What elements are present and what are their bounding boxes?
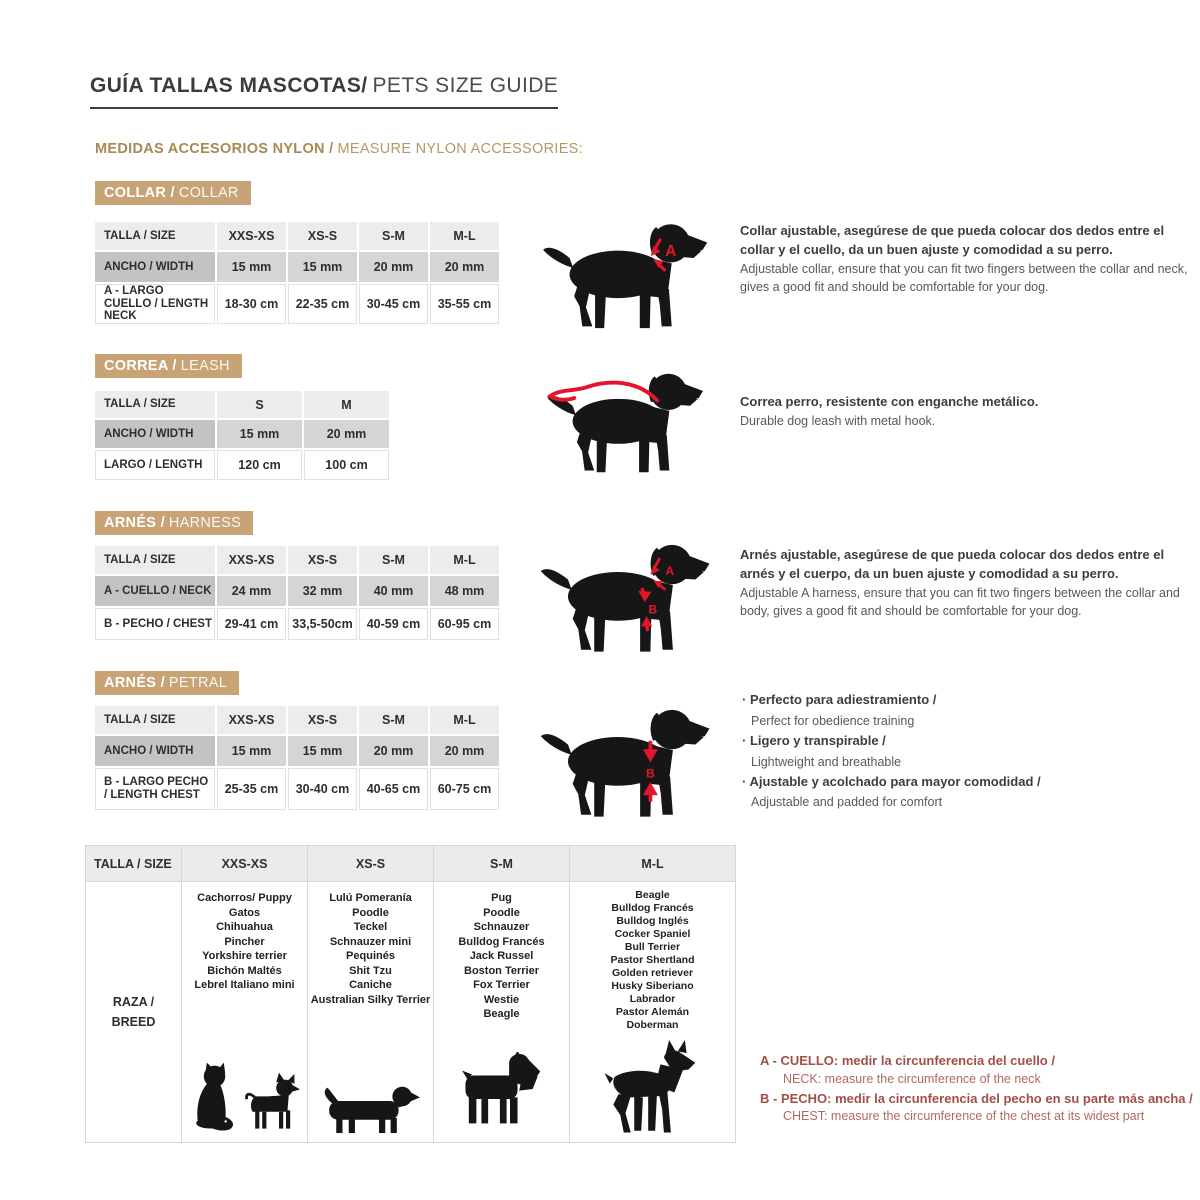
silhouette-row: [602, 1040, 704, 1136]
leash-desc-es: Correa perro, resistente con enganche metálico.: [740, 394, 1039, 409]
breed-item: Teckel: [353, 921, 388, 933]
petral-size-table: [95, 706, 499, 810]
breed-item: Pequinés: [346, 950, 395, 962]
petral-badge-es: ARNÉS /: [104, 675, 165, 691]
note-es: B - PECHO: medir la circunferencia del pecho en su parte más ancha /: [760, 1090, 1193, 1106]
petral-badge-en: PETRAL: [168, 675, 228, 691]
note-item: [760, 1091, 1200, 1124]
leash-desc-en: Durable dog leash with metal hook.: [740, 413, 936, 428]
size-value-cell: 29-41 cm: [217, 608, 286, 640]
size-value-cell: 20 mm: [304, 420, 389, 448]
collar-desc-es: Collar ajustable, asegúrese de que pueda colocar dos dedos entre el collar y el cuello, da un buen ajuste y comodidad a su perro.: [740, 223, 1165, 257]
harness-desc-es: Arnés ajustable, asegúrese de que pueda colocar dos dedos entre el arnés y el cuerpo, da un buen ajuste y comodidad a su perro.: [740, 547, 1165, 581]
breed-list: [570, 882, 735, 1032]
collar-description: [740, 222, 1188, 296]
petral-feature-list: [742, 690, 1190, 812]
page-title: [90, 74, 558, 109]
size-value-cell: 40-65 cm: [359, 768, 428, 810]
page-title-en: PETS SIZE GUIDE: [372, 74, 559, 97]
size-value-cell: 18-30 cm: [217, 284, 286, 324]
note-en: CHEST: measure the circumference of the chest at its widest part: [783, 1109, 1145, 1124]
table-header-cell: XS-S: [308, 846, 433, 881]
size-value-cell: 15 mm: [288, 252, 357, 282]
leash-size-table: [95, 391, 389, 480]
breed-item: Beagle: [483, 1008, 520, 1020]
breed-item: Poodle: [352, 906, 389, 919]
page-subtitle-en: MEASURE NYLON ACCESSORIES:: [337, 141, 583, 157]
breed-item: Jack Russel: [469, 950, 534, 962]
table-header-cell: XXS-XS: [217, 706, 286, 734]
breed-list: [182, 882, 307, 993]
leash-section-badge: [95, 354, 242, 378]
breed-item: Poodle: [483, 906, 520, 919]
feature-en: Lightweight and breathable: [751, 754, 902, 769]
breed-item: Lebrel Italiano mini: [194, 979, 295, 991]
breed-label-en: BREED: [111, 1015, 156, 1029]
measure-b-label: B: [648, 602, 658, 617]
harness-section-badge: [95, 511, 253, 535]
collar-section-badge: [95, 181, 251, 205]
measure-a-label: A: [665, 563, 675, 578]
leash-description: [740, 393, 1188, 430]
table-header-cell: TALLA / SIZE: [95, 222, 215, 250]
table-header-cell: XXS-XS: [217, 222, 286, 250]
breed-item: Lulú Pomeranía: [329, 892, 412, 904]
table-header-cell: XS-S: [288, 546, 357, 574]
collar-badge-es: COLLAR /: [104, 185, 175, 201]
breed-item: Pastor Shertland: [610, 954, 695, 966]
note-item: [760, 1053, 1200, 1086]
feature-item: [742, 690, 1190, 731]
doberman-silhouette-icon: [602, 1040, 704, 1136]
table-header-cell: S-M: [359, 546, 428, 574]
note-en: NECK: measure the circumference of the neck: [783, 1071, 1041, 1086]
breed-item: Bulldog Francés: [458, 935, 545, 948]
table-header-cell: S-M: [434, 846, 569, 881]
size-value-cell: 48 mm: [430, 576, 499, 606]
breed-item: Labrador: [629, 993, 676, 1005]
harness-description: [740, 546, 1188, 620]
size-value-cell: 20 mm: [430, 252, 499, 282]
breed-item: Cachorros/ Puppy: [197, 892, 292, 904]
collar-desc-en: Adjustable collar, ensure that you can fit two fingers between the collar and neck, gives a good fit and should be comfortable for your dog.: [740, 261, 1188, 294]
silhouette-row: [462, 1052, 542, 1136]
collar-size-table: [95, 222, 499, 324]
feature-item: [742, 772, 1190, 813]
dachshund-silhouette-icon: [322, 1082, 420, 1136]
feature-es: · Ligero y transpirable /: [742, 731, 1190, 752]
table-header-cell: S-M: [359, 222, 428, 250]
breed-item: Schnauzer mini: [329, 935, 412, 948]
breed-item: Caniche: [349, 979, 392, 991]
table-header-cell: S: [217, 391, 302, 418]
breed-list: [308, 882, 433, 1007]
feature-es: · Perfecto para adiestramiento /: [742, 690, 1190, 711]
breed-item: Gatos: [228, 906, 261, 919]
breed-item: Bull Terrier: [624, 941, 681, 953]
page-title-es: GUÍA TALLAS MASCOTAS/: [90, 74, 368, 97]
breed-item: Bulldog Inglés: [616, 915, 689, 927]
harness-desc-en: Adjustable A harness, ensure that you can fit two fingers between the collar and body, gives a good fit and should be comfortable for your dog.: [740, 585, 1180, 618]
table-header-cell: TALLA / SIZE: [86, 846, 181, 881]
breed-item: Chihuahua: [216, 921, 273, 933]
table-header-cell: TALLA / SIZE: [95, 706, 215, 734]
table-header-cell: XS-S: [288, 706, 357, 734]
size-value-cell: 30-40 cm: [288, 768, 357, 810]
measuring-notes: [760, 1048, 1200, 1128]
page-subtitle: [95, 141, 583, 157]
breed-item: Beagle: [635, 889, 670, 901]
breed-item: Pincher: [224, 935, 265, 948]
petral-section-badge: [95, 671, 239, 695]
leash-dog-diagram: [538, 366, 716, 474]
table-header-cell: XXS-XS: [182, 846, 307, 881]
breed-item: Fox Terrier: [473, 979, 530, 991]
size-value-cell: 40-59 cm: [359, 608, 428, 640]
cat-silhouette-icon: [190, 1062, 236, 1136]
size-value-cell: 15 mm: [288, 736, 357, 766]
table-header-cell: M-L: [430, 706, 499, 734]
size-value-cell: 15 mm: [217, 252, 286, 282]
size-value-cell: 20 mm: [430, 736, 499, 766]
breed-size-table: [85, 845, 736, 1143]
feature-item: [742, 731, 1190, 772]
breed-item: Doberman: [626, 1019, 679, 1031]
breed-item: Bulldog Francés: [611, 902, 694, 914]
size-value-cell: 60-75 cm: [430, 768, 499, 810]
row-label-cell: A - CUELLO / NECK: [95, 576, 215, 606]
red-leash-icon: [550, 383, 657, 401]
size-value-cell: 30-45 cm: [359, 284, 428, 324]
breed-item: Westie: [483, 993, 520, 1006]
harness-badge-es: ARNÉS /: [104, 515, 165, 531]
harness-dog-diagram: [538, 536, 716, 654]
table-header-cell: XS-S: [288, 222, 357, 250]
leash-badge-es: CORREA /: [104, 358, 177, 374]
breed-item: Pastor Alemán: [615, 1006, 690, 1018]
breed-cell-xxs-xs: [182, 882, 307, 1142]
row-label-cell: ANCHO / WIDTH: [95, 420, 215, 448]
row-label-cell: B - LARGO PECHO / LENGTH CHEST: [95, 768, 215, 810]
note-es: A - CUELLO: medir la circunferencia del cuello /: [760, 1053, 1055, 1068]
breed-item: Husky Siberiano: [611, 980, 694, 992]
schnauzer-silhouette-icon: [462, 1052, 542, 1136]
size-value-cell: 15 mm: [217, 736, 286, 766]
size-value-cell: 20 mm: [359, 736, 428, 766]
breed-item: Boston Terrier: [464, 964, 539, 977]
breed-item: Australian Silky Terrier: [310, 993, 431, 1006]
collar-dog-diagram: [538, 216, 716, 330]
measure-a-label: A: [665, 243, 677, 261]
measure-b-label: B: [646, 766, 655, 781]
breed-row-label: [86, 882, 181, 1142]
table-header-cell: XXS-XS: [217, 546, 286, 574]
row-label-cell: LARGO / LENGTH: [95, 450, 215, 480]
breed-label-es: RAZA /: [112, 995, 155, 1009]
table-header-cell: M-L: [570, 846, 735, 881]
row-label-cell: ANCHO / WIDTH: [95, 736, 215, 766]
row-label-cell: A - LARGO CUELLO / LENGTH NECK: [95, 284, 215, 324]
breed-cell-m-l: [570, 882, 735, 1142]
petral-dog-diagram: [538, 698, 716, 822]
size-value-cell: 120 cm: [217, 450, 302, 480]
table-header-cell: M: [304, 391, 389, 418]
breed-list: [434, 882, 569, 1022]
chihuahua-silhouette-icon: [244, 1068, 300, 1136]
collar-badge-en: COLLAR: [178, 185, 239, 201]
breed-cell-xs-s: [308, 882, 433, 1142]
table-header-cell: TALLA / SIZE: [95, 391, 215, 418]
row-label-cell: B - PECHO / CHEST: [95, 608, 215, 640]
size-value-cell: 22-35 cm: [288, 284, 357, 324]
breed-item: Bichón Maltés: [207, 964, 282, 977]
feature-es: · Ajustable y acolchado para mayor comodidad /: [742, 772, 1190, 793]
row-label-cell: ANCHO / WIDTH: [95, 252, 215, 282]
size-value-cell: 20 mm: [359, 252, 428, 282]
breed-cell-s-m: [434, 882, 569, 1142]
breed-item: Shit Tzu: [349, 964, 392, 977]
feature-en: Perfect for obedience training: [751, 713, 915, 728]
feature-en: Adjustable and padded for comfort: [751, 795, 943, 810]
breed-item: Pug: [491, 892, 512, 904]
breed-item: Yorkshire terrier: [202, 950, 287, 962]
size-value-cell: 25-35 cm: [217, 768, 286, 810]
table-header-cell: TALLA / SIZE: [95, 546, 215, 574]
harness-size-table: [95, 546, 499, 640]
size-value-cell: 15 mm: [217, 420, 302, 448]
leash-badge-en: LEASH: [180, 358, 230, 374]
size-value-cell: 32 mm: [288, 576, 357, 606]
silhouette-row: [190, 1062, 300, 1136]
silhouette-row: [322, 1082, 420, 1136]
breed-item: Cocker Spaniel: [614, 928, 691, 940]
table-header-cell: M-L: [430, 222, 499, 250]
size-value-cell: 35-55 cm: [430, 284, 499, 324]
size-value-cell: 60-95 cm: [430, 608, 499, 640]
table-header-cell: S-M: [359, 706, 428, 734]
table-header-cell: M-L: [430, 546, 499, 574]
breed-item: Golden retriever: [611, 967, 694, 979]
page-subtitle-es: MEDIDAS ACCESORIOS NYLON /: [95, 141, 334, 157]
size-value-cell: 40 mm: [359, 576, 428, 606]
size-value-cell: 100 cm: [304, 450, 389, 480]
size-value-cell: 24 mm: [217, 576, 286, 606]
size-value-cell: 33,5-50cm: [288, 608, 357, 640]
breed-item: Schnauzer: [473, 921, 530, 933]
harness-badge-en: HARNESS: [168, 515, 242, 531]
